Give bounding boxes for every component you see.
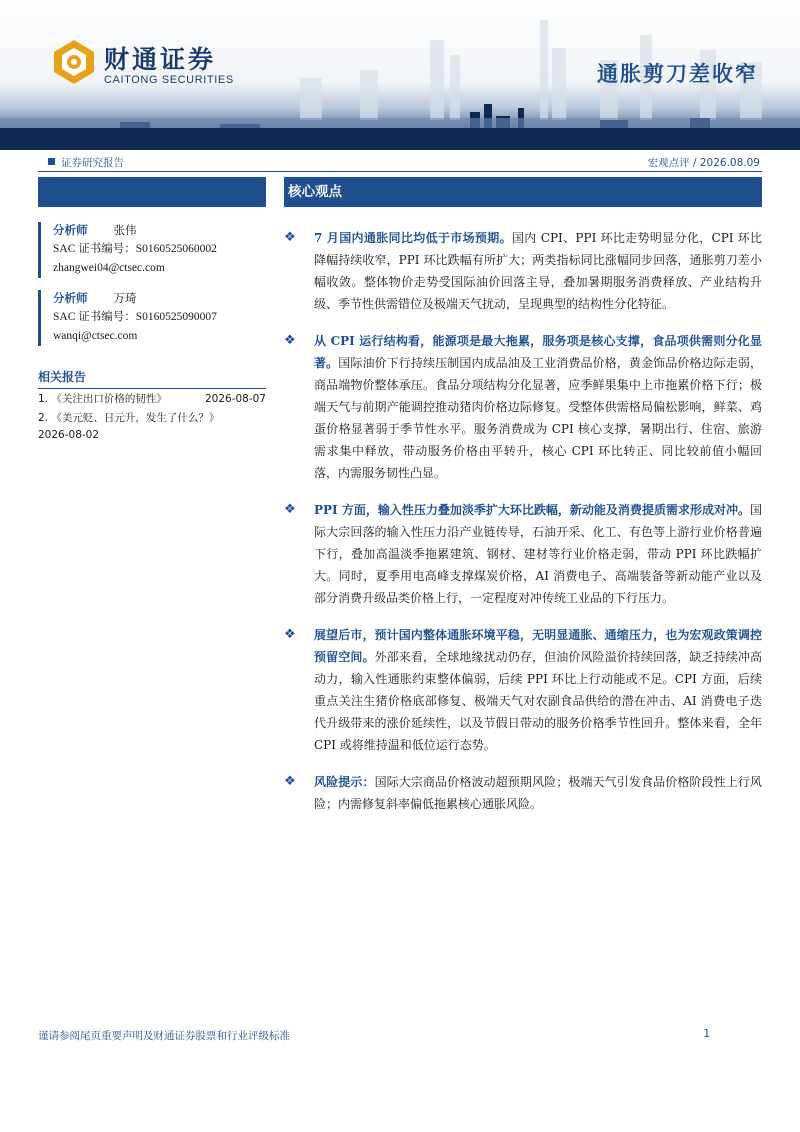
diamond-bullet-icon: ❖ [284, 230, 296, 245]
diamond-bullet-icon: ❖ [284, 502, 296, 517]
key-point [284, 624, 762, 756]
related-report-date: 2026-08-02 [38, 429, 100, 441]
sidebar-header-bar [38, 177, 266, 207]
key-point-body: 国内 CPI、PPI 环比走势明显分化，CPI 环比降幅持续收窄，PPI 环比跌幅有所扩大；两类指标同比涨幅同步回落，通胀剪刀差小幅收敛。整体物价走势受国际油价回落主导，叠加暑期服务消费释放、产业结构升级、季节性供需错位及极端天气扰动，呈现典型的结构性分化特征。 [314, 231, 763, 311]
key-point-body: 国际油价下行持续压制国内成品油及工业消费品价格，黄金饰品价格边际走弱，商品端物价整体承压。食品分项结构分化显著，应季鲜果集中上市拖累价格下行；极端天气与前期产能调控推动猪肉价格边际修复。受整体供需格局偏松影响，鲜菜、鸡蛋价格显著弱于季节性水平。服务消费成为 CPI 核心支撑，暑期出行、住宿、旅游需求集中释放，带动服务价格由平转升，核心 CPI 环比转正、同比较前值小幅回落，内需服务韧性凸显。 [314, 356, 762, 480]
diamond-bullet-icon: ❖ [284, 333, 296, 348]
key-point-lead: 展望后市，预计国内整体通胀环境平稳，无明显通胀、通缩压力，也为宏观政策调控预留空间。 [314, 628, 762, 664]
key-point-body: 国际大宗商品价格波动超预期风险；极端天气引发食品价格阶段性上行风险；内需修复斜率偏低拖累核心通胀风险。 [314, 775, 762, 811]
section-title: 核心观点 [284, 177, 762, 207]
analyst-card [38, 290, 266, 346]
analyst-heading [53, 290, 266, 308]
analyst-email[interactable]: zhangwei04@ctsec.com [53, 262, 165, 274]
sub-header-bar [38, 154, 762, 172]
related-report-date: 2026-08-07 [204, 393, 266, 405]
square-bullet-icon [48, 158, 55, 165]
left-sidebar [38, 177, 266, 444]
key-point [284, 771, 762, 815]
diamond-bullet-icon: ❖ [284, 627, 296, 642]
report-title: 通胀剪刀差收窄 [597, 62, 758, 86]
page-footer [38, 1028, 762, 1043]
key-point-lead: PPI 方面，输入性压力叠加淡季扩大环比跌幅，新动能及消费提质需求形成对冲。 [314, 503, 750, 517]
key-point [284, 227, 762, 315]
analyst-role: 分析师 [53, 223, 88, 237]
key-point-body: 国际大宗回落的输入性压力沿产业链传导，石油开采、化工、有色等上游行业价格普遍下行，叠加高温淡季拖累建筑、钢材、建材等行业价格走弱，带动 PPI 环比跌幅扩大。同时，夏季用电高峰支撑煤炭价格，AI 消费电子、高端装备等新动能产业以及部分消费升级品类价格上行，一定程度对冲传统工业品的下行压力。 [314, 503, 762, 605]
related-report-title: 2. 《美元贬、日元升，发生了什么？》 [38, 412, 220, 424]
page-header [0, 0, 800, 150]
key-points-list [284, 227, 762, 815]
key-point-lead: 7 月国内通胀同比均低于市场预期。 [314, 231, 512, 245]
main-content [284, 177, 762, 830]
related-reports-title: 相关报告 [38, 368, 266, 389]
page-number: 1 [703, 1028, 710, 1040]
analyst-role: 分析师 [53, 291, 88, 305]
key-point-lead: 从 CPI 运行结构看，能源项是最大拖累，服务项是核心支撑，食品项供需则分化显著。 [314, 334, 762, 370]
logo-chinese-name: 财通证券 [104, 45, 217, 74]
analyst-email[interactable]: wanqi@ctsec.com [53, 330, 138, 342]
key-point-lead: 风险提示： [314, 775, 375, 789]
analyst-name: 张伟 [113, 223, 137, 237]
category-date: 宏观点评 / 2026.08.09 [647, 157, 760, 169]
doc-type-text: 证券研究报告 [61, 157, 124, 169]
caitong-logo-icon [50, 38, 98, 86]
diamond-bullet-icon: ❖ [284, 774, 296, 789]
related-report-item[interactable] [38, 391, 266, 408]
key-point [284, 499, 762, 609]
related-report-title: 1. 《关注出口价格的韧性》 [38, 393, 167, 405]
related-report-item[interactable] [38, 410, 266, 444]
footer-disclaimer: 谨请参阅尾页重要声明及财通证券股票和行业评级标准 [38, 1030, 290, 1042]
analyst-sac-number: SAC 证书编号：S0160525060002 [53, 243, 217, 255]
key-point-body: 外部来看，全球地缘扰动仍存，但油价风险溢价持续回落，缺乏持续冲高动力，输入性通胀约束整体偏弱，后续 PPI 环比上行动能或不足。CPI 方面，后续重点关注生猪价格底部修复、极端天气对农副食品供给的潜在冲击、AI 消费电子迭代升级带来的涨价延续性，以及节假日带动的服务价格季节性回升。整体来看，全年 CPI 或将维持温和低位运行态势。 [314, 650, 762, 752]
key-point [284, 330, 762, 484]
logo-english-name: CAITONG SECURITIES [104, 74, 234, 86]
analyst-name: 万琦 [113, 291, 137, 305]
analyst-sac-number: SAC 证书编号：S0160525090007 [53, 311, 217, 323]
analyst-card [38, 222, 266, 278]
doc-type-label [48, 155, 124, 170]
analyst-heading [53, 222, 266, 240]
